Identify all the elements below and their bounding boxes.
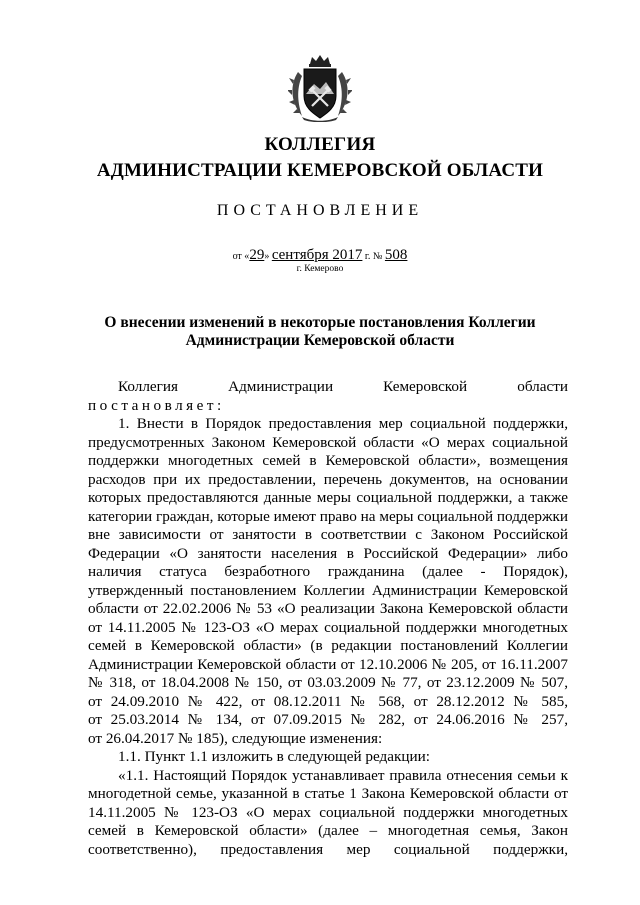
subject-line-1: О внесении изменений в некоторые постановления Коллегии xyxy=(104,314,536,331)
body-line: 1.1. Пункт 1.1 изложить в следующей редакции: xyxy=(118,748,431,765)
body-line: многодетной семье, указанной в статье 1 Закона Кемеровской области от xyxy=(88,785,568,802)
body-line: от 25.03.2014 № 134, от 07.09.2015 № 282, от 24.06.2016 № 257, xyxy=(88,711,568,728)
body-line: соответственно), предоставления мер социальной поддержки, xyxy=(88,840,568,858)
body-line: № 318, от 18.04.2008 № 150, от 03.03.2009 № 77, от 23.12.2009 № 507, xyxy=(88,674,568,691)
decree-number: 508 xyxy=(384,247,408,263)
body-line: которых предоставляются данные меры социальной поддержки, а также xyxy=(88,489,568,506)
body-line: расходов при их предоставлении, перечень документов, на основании xyxy=(88,470,568,488)
subject-line-2: Администрации Кемеровской области xyxy=(185,332,455,349)
body-line: Федерации «О занятости населения в Российской Федерации» либо xyxy=(88,544,568,562)
year-suffix: г. xyxy=(364,251,371,262)
decree-body xyxy=(88,378,568,859)
decree-date-line xyxy=(0,247,640,264)
decree-subject xyxy=(100,314,540,350)
body-line: «1.1. Настоящий Порядок устанавливает правила отнесения семьи к xyxy=(118,766,568,784)
body-line: Администрации Кемеровской области от 12.10.2006 № 205, от 16.11.2007 xyxy=(88,655,568,673)
body-line: 1. Внести в Порядок предоставления мер социальной поддержки, xyxy=(118,415,568,432)
body-line: семей в Кемеровской области» (в редакции постановлений Коллегии xyxy=(88,637,568,654)
body-line: Коллегия Администрации Кемеровской области xyxy=(118,378,568,395)
body-line: от 26.04.2017 № 185), следующие изменения: xyxy=(88,729,383,747)
body-line: от 24.09.2010 № 422, от 08.12.2011 № 568, от 28.12.2012 № 585, xyxy=(88,692,568,710)
body-line: утвержденный постановлением Коллегии Администрации Кемеровской xyxy=(88,581,568,599)
decree-title: ПОСТАНОВЛЕНИЕ xyxy=(216,202,424,219)
decree-day: 29 xyxy=(249,247,265,263)
body-line: наличия статуса безработного гражданина (далее - Порядок), xyxy=(88,563,568,580)
body-line: 14.11.2005 № 123-ОЗ «О мерах социальной поддержки многодетных xyxy=(88,803,568,821)
date-prefix: от « xyxy=(232,251,250,262)
authority-name-line-2: АДМИНИСТРАЦИИ КЕМЕРОВСКОЙ ОБЛАСТИ xyxy=(96,160,544,181)
body-line: постановляет: xyxy=(88,396,225,414)
body-line: семей в Кемеровской области» (далее – многодетная семья, Закон xyxy=(88,822,568,839)
body-line: вне зависимости от занятости в соответствии с Законом Российской xyxy=(88,526,568,543)
decree-city: г. Кемерово xyxy=(296,264,344,274)
body-line: поддержки многодетных семей в Кемеровской области», возмещения xyxy=(88,452,568,469)
kemerovo-coat-of-arms-icon xyxy=(288,54,352,122)
body-line: от 14.11.2005 № 123-ОЗ «О мерах социальной поддержки многодетных xyxy=(88,618,568,636)
date-mid: » xyxy=(264,251,270,262)
body-line: предусмотренных Законом Кемеровской области «О мерах социальной xyxy=(88,433,568,451)
body-line: категории граждан, которые имеют право на меры социальной поддержки xyxy=(88,507,568,525)
decree-month-year: сентября 2017 xyxy=(271,247,363,263)
authority-name-line-1: КОЛЛЕГИЯ xyxy=(264,134,376,155)
body-line: области от 22.02.2006 № 53 «О реализации Закона Кемеровской области xyxy=(88,600,568,617)
number-prefix: № xyxy=(372,251,383,262)
